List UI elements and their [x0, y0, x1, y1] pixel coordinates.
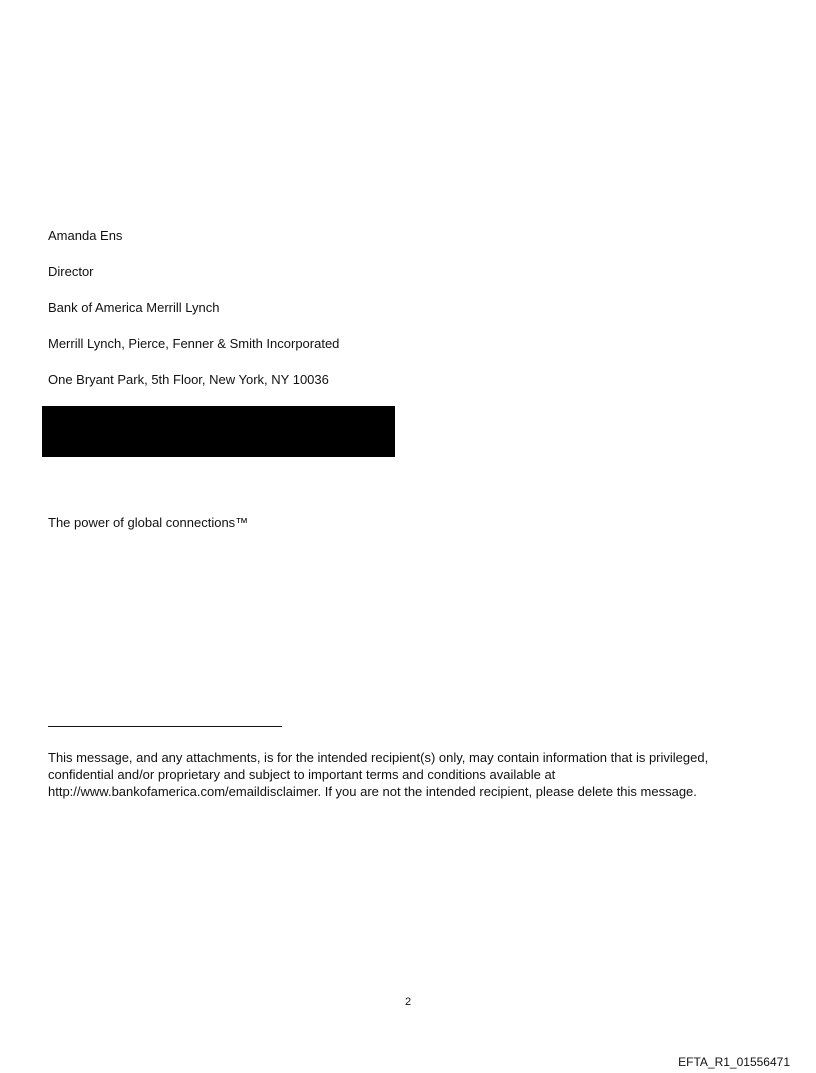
document-id: EFTA_R1_01556471 — [678, 1055, 790, 1069]
disclaimer-line: confidential and/or proprietary and subject to important terms and conditions available at — [48, 767, 556, 782]
disclaimer-line: This message, and any attachments, is for the intended recipient(s) only, may contain information that is privileged, — [48, 750, 709, 765]
sender-company: Bank of America Merrill Lynch — [48, 300, 220, 315]
sender-name: Amanda Ens — [48, 228, 123, 243]
sender-entity: Merrill Lynch, Pierce, Fenner & Smith Incorporated — [48, 336, 340, 351]
sender-title: Director — [48, 264, 94, 279]
company-tagline: The power of global connections™ — [48, 515, 249, 530]
disclaimer-divider — [48, 726, 282, 727]
redaction-box — [42, 406, 395, 457]
sender-address: One Bryant Park, 5th Floor, New York, NY 10036 — [48, 372, 329, 387]
disclaimer-line: http://www.bankofamerica.com/emaildisclaimer. If you are not the intended recipient, please delete this message. — [48, 784, 697, 799]
page-number: 2 — [404, 996, 412, 1008]
email-disclaimer — [48, 749, 768, 800]
